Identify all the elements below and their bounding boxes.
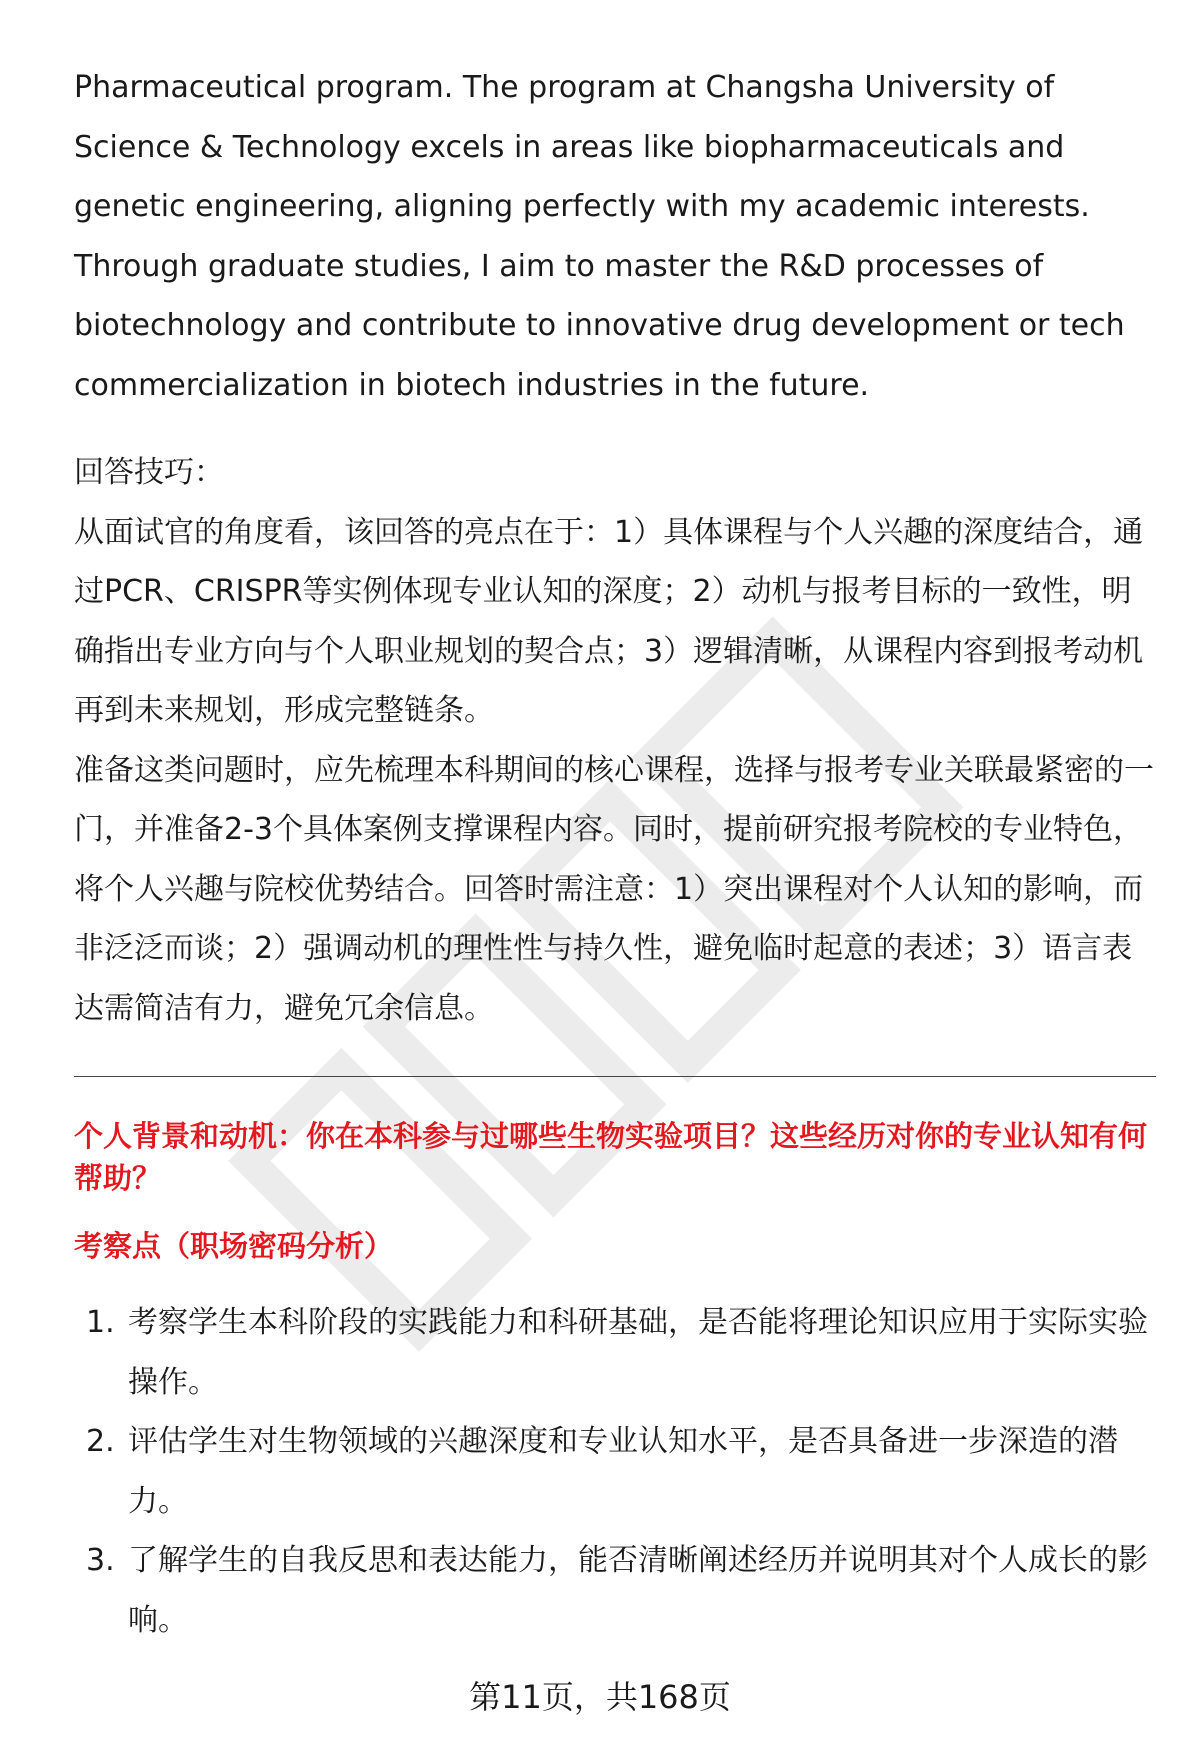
analysis-points-list [74, 1293, 1154, 1650]
page-number: 第11页，共168页 [469, 1678, 731, 1716]
list-item-number: 2. [86, 1424, 115, 1459]
tips-paragraph-1: 从面试官的角度看，该回答的亮点在于：1）具体课程与个人兴趣的深度结合，通过PCR、CRISPR等实例体现专业认知的深度；2）动机与报考目标的一致性，明确指出专业方向与个人职业规划的契合点；3）逻辑清晰，从课程内容到报考动机再到未来规划，形成完整链条。 [74, 514, 1144, 728]
list-item-text: 了解学生的自我反思和表达能力，能否清晰阐述经历并说明其对个人成长的影响。 [128, 1543, 1148, 1638]
list-item-number: 3. [86, 1543, 115, 1578]
analysis-heading: 考察点（职场密码分析） [74, 1229, 394, 1263]
section-divider [74, 1076, 1156, 1077]
tips-paragraph-2: 准备这类问题时，应先梳理本科期间的核心课程，选择与报考专业关联最紧密的一门，并准备2-3个具体案例支撑课程内容。同时，提前研究报考院校的专业特色，将个人兴趣与院校优势结合。回答时需注意：1）突出课程对个人认知的影响，而非泛泛而谈；2）强调动机的理性性与持久性，避免临时起意的表述；3）语言表达需简洁有力，避免冗余信息。 [74, 752, 1154, 1026]
list-item-text: 评估学生对生物领域的兴趣深度和专业认知水平，是否具备进一步深造的潜力。 [128, 1424, 1118, 1519]
list-item-text: 考察学生本科阶段的实践能力和科研基础，是否能将理论知识应用于实际实验操作。 [128, 1305, 1148, 1400]
question-title: 个人背景和动机：你在本科参与过哪些生物实验项目？这些经历对你的专业认知有何帮助？ [74, 1119, 1148, 1195]
intro-paragraph: Pharmaceutical program. The program at Changsha University of Science & Technology excels in areas like biopharmaceuticals and genetic engineering, aligning perfectly with my academic interests. Through graduate studies, I aim to master the R&D processes of biotechnology and contribute to innovative drug development or tech commercialization in biotech industries in the future. [74, 70, 1125, 403]
list-item [74, 1412, 1154, 1531]
document-page [74, 58, 1154, 1650]
list-item-number: 1. [86, 1305, 115, 1340]
tips-label: 回答技巧： [74, 455, 224, 490]
list-item [74, 1293, 1154, 1412]
list-item [74, 1531, 1154, 1650]
